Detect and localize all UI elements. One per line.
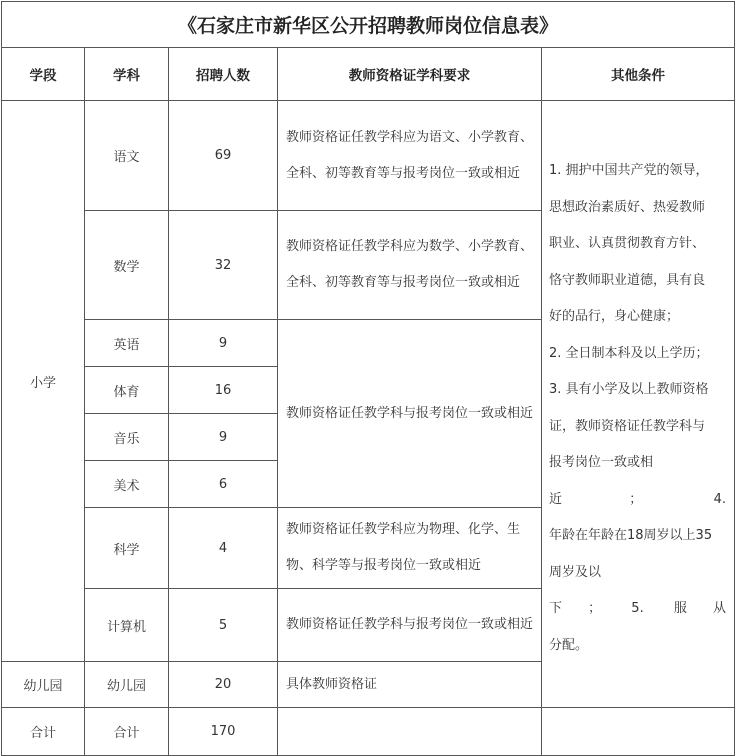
subject-cell-total: 合计 <box>85 708 169 756</box>
count-cell: 16 <box>169 367 278 414</box>
requirement-cell: 教师资格证任教学科应为语文、小学教育、全科、初等教育等与报考岗位一致或相近 <box>278 101 542 211</box>
subject-cell: 科学 <box>85 508 169 589</box>
subject-cell: 计算机 <box>85 589 169 662</box>
condition-line: 1. 拥护中国共产党的领导， <box>549 163 709 178</box>
condition-line: 分配。 <box>549 637 589 653</box>
condition-line: 近； 4. <box>549 491 726 507</box>
recruitment-table <box>1 1 735 756</box>
count-cell: 6 <box>169 461 278 508</box>
condition-line: 报考岗位一致或相 <box>549 455 654 470</box>
condition-line: 周岁及以 <box>549 564 602 580</box>
header-certificate-requirement: 教师资格证学科要求 <box>278 48 542 101</box>
condition-line: 思想政治素质好、热爱教师 <box>549 199 706 215</box>
condition-line: 3. 具有小学及以上教师资格 <box>549 382 709 397</box>
condition-line: 年龄在年龄在18周岁以上35 <box>549 528 713 543</box>
condition-line: 恪守教师职业道德，具有良 <box>549 272 706 288</box>
header-count: 招聘人数 <box>169 48 278 101</box>
stage-cell-kindergarten: 幼儿园 <box>2 662 85 708</box>
requirement-cell-total <box>278 708 542 756</box>
stage-cell-total: 合计 <box>2 708 85 756</box>
subject-cell: 英语 <box>85 320 169 367</box>
header-row <box>2 48 735 101</box>
count-cell: 4 <box>169 508 278 589</box>
subject-cell: 语文 <box>85 101 169 211</box>
requirement-cell: 教师资格证任教学科应为数学、小学教育、全科、初等教育等与报考岗位一致或相近 <box>278 211 542 320</box>
subject-cell: 音乐 <box>85 414 169 461</box>
condition-line: 好的品行，身心健康； <box>549 309 680 324</box>
stage-cell-primary: 小学 <box>2 101 85 662</box>
requirement-cell: 教师资格证任教学科与报考岗位一致或相近 <box>278 589 542 662</box>
table-title: 《石家庄市新华区公开招聘教师岗位信息表》 <box>2 2 735 48</box>
header-other-conditions: 其他条件 <box>542 48 735 101</box>
count-cell: 20 <box>169 662 278 708</box>
table-row <box>2 101 735 211</box>
count-cell: 5 <box>169 589 278 662</box>
requirement-cell: 具体教师资格证 <box>278 662 542 708</box>
subject-cell: 美术 <box>85 461 169 508</box>
header-subject: 学科 <box>85 48 169 101</box>
count-cell: 69 <box>169 101 278 211</box>
count-cell: 9 <box>169 320 278 367</box>
condition-line: 2. 全日制本科及以上学历； <box>549 345 709 361</box>
count-cell: 9 <box>169 414 278 461</box>
condition-line: 证，教师资格证任教学科与 <box>549 418 706 434</box>
other-conditions-cell-total <box>542 708 735 756</box>
requirement-cell: 教师资格证任教学科应为物理、化学、生物、科学等与报考岗位一致或相近 <box>278 508 542 589</box>
subject-cell: 数学 <box>85 211 169 320</box>
total-row <box>2 708 735 756</box>
count-cell-total: 170 <box>169 708 278 756</box>
subject-cell: 幼儿园 <box>85 662 169 708</box>
condition-line: 职业、认真贯彻教育方针、 <box>549 236 706 251</box>
other-conditions-cell <box>542 101 735 708</box>
requirement-cell: 教师资格证任教学科与报考岗位一致或相近 <box>278 320 542 508</box>
header-stage: 学段 <box>2 48 85 101</box>
condition-line: 下； 5. 服从 <box>549 601 726 616</box>
count-cell: 32 <box>169 211 278 320</box>
subject-cell: 体育 <box>85 367 169 414</box>
